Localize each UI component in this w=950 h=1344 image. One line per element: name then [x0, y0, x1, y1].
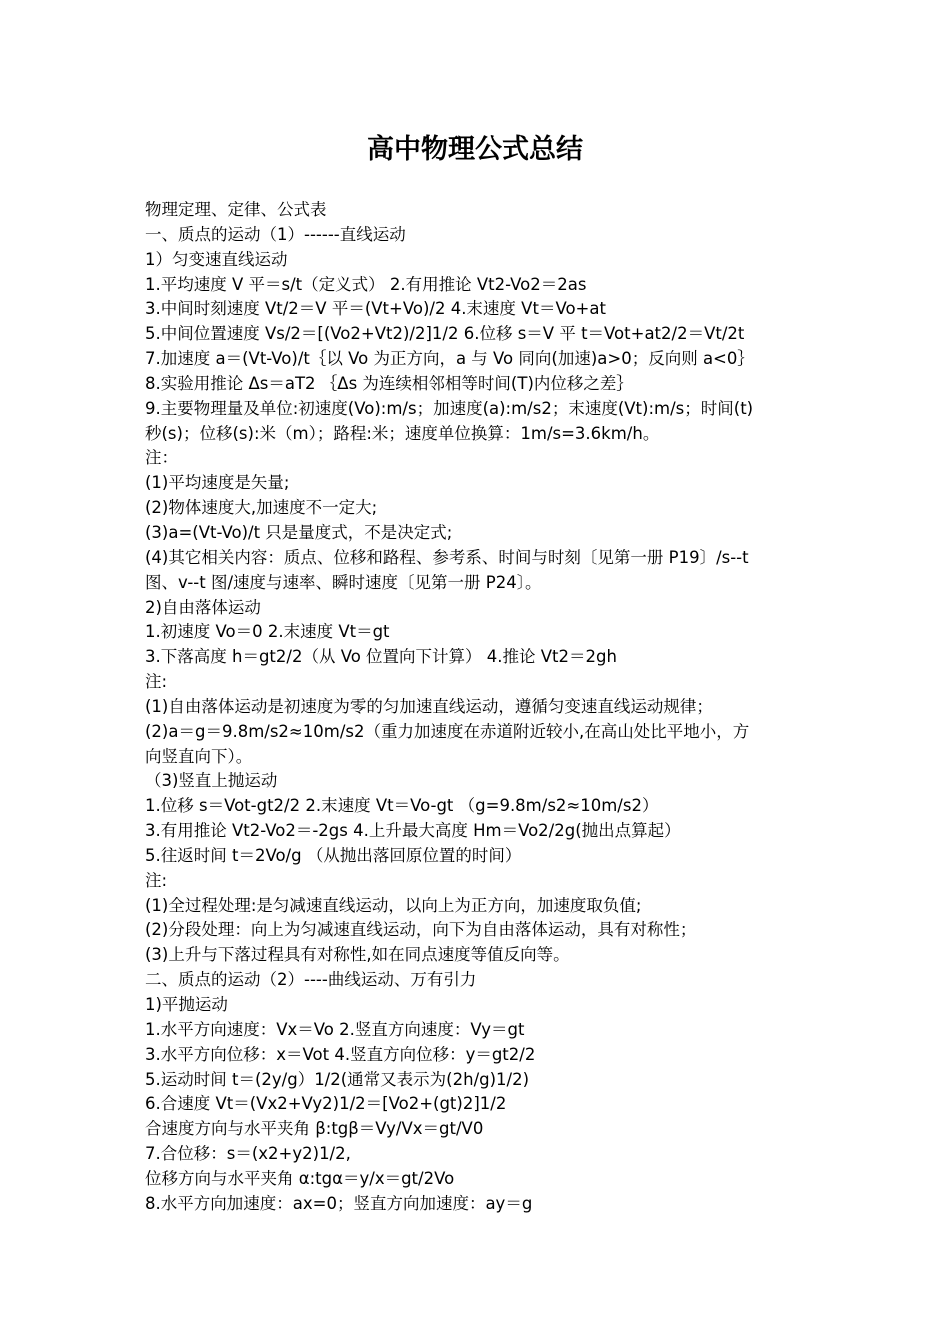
text-line: 9.主要物理量及单位:初速度(Vo):m/s；加速度(a):m/s2；末速度(Vt):m/s；时间(t)	[145, 398, 754, 418]
text-line: 一、质点的运动（1）------直线运动	[145, 224, 406, 244]
text-line: 8.实验用推论 Δs＝aT2 ｛Δs 为连续相邻相等时间(T)内位移之差｝	[145, 373, 633, 393]
text-line: 7.合位移：s＝(x2+y2)1/2,	[145, 1144, 351, 1164]
text-line: 位移方向与水平夹角 α:tgα＝y/x＝gt/2Vo	[145, 1168, 455, 1188]
text-line: 1）匀变速直线运动	[145, 249, 288, 269]
text-line: 1.位移 s＝Vot-gt2/2 2.末速度 Vt＝Vo-gt （g=9.8m/s2≈10m/s2）	[145, 796, 659, 816]
text-line: 6.合速度 Vt＝(Vx2+Vy2)1/2＝[Vo2+(gt)2]1/2	[145, 1094, 507, 1114]
document-body	[145, 198, 815, 1217]
text-line: 图、v--t 图/速度与速率、瞬时速度〔见第一册 P24〕。	[145, 572, 542, 592]
text-line: 注:	[145, 870, 168, 890]
text-line: 8.水平方向加速度：ax=0；竖直方向加速度：ay＝g	[145, 1193, 533, 1213]
text-line: 5.中间位置速度 Vs/2＝[(Vo2+Vt2)/2]1/2 6.位移 s＝V 平 t＝Vot+at2/2＝Vt/2t	[145, 324, 745, 344]
text-line: 1.水平方向速度：Vx＝Vo 2.竖直方向速度：Vy＝gt	[145, 1019, 525, 1039]
text-line: (1)全过程处理:是匀减速直线运动，以向上为正方向，加速度取负值;	[145, 895, 642, 915]
text-line: 向竖直向下）。	[145, 746, 253, 766]
text-line: (2)a＝g＝9.8m/s2≈10m/s2（重力加速度在赤道附近较小,在高山处比平地小，方	[145, 721, 750, 741]
text-line: 合速度方向与水平夹角 β:tgβ＝Vy/Vx＝gt/V0	[145, 1119, 484, 1139]
text-line: 1.平均速度 V 平＝s/t（定义式） 2.有用推论 Vt2-Vo2＝2as	[145, 274, 587, 294]
text-line: 7.加速度 a＝(Vt-Vo)/t｛以 Vo 为正方向，a 与 Vo 同向(加速)a>0；反向则 a<0｝	[145, 349, 754, 369]
document-title: 高中物理公式总结	[367, 134, 583, 165]
text-line: (3)a=(Vt-Vo)/t 只是量度式，不是决定式;	[145, 522, 453, 542]
text-line: 二、质点的运动（2）----曲线运动、万有引力	[145, 970, 477, 990]
text-line: 3.下落高度 h＝gt2/2（从 Vo 位置向下计算） 4.推论 Vt2＝2gh	[145, 647, 617, 667]
text-line: 3.有用推论 Vt2-Vo2＝-2gs 4.上升最大高度 Hm＝Vo2/2g(抛出点算起）	[145, 821, 681, 841]
text-line: 5.往返时间 t＝2Vo/g （从抛出落回原位置的时间）	[145, 845, 522, 865]
text-line: （3)竖直上抛运动	[145, 771, 278, 791]
text-line: 注：	[145, 448, 178, 468]
text-line: (2)分段处理：向上为匀减速直线运动，向下为自由落体运动，具有对称性；	[145, 920, 697, 940]
text-line: 物理定理、定律、公式表	[145, 200, 327, 219]
text-line: (2)物体速度大,加速度不一定大;	[145, 498, 378, 518]
text-line: 1.初速度 Vo＝0 2.末速度 Vt＝gt	[145, 622, 390, 642]
text-line: 3.中间时刻速度 Vt/2＝V 平＝(Vt+Vo)/2 4.末速度 Vt＝Vo+at	[145, 299, 606, 319]
text-line: (1)平均速度是矢量;	[145, 473, 290, 493]
text-line: 3.水平方向位移：x＝Vot 4.竖直方向位移：y＝gt2/2	[145, 1044, 536, 1064]
text-line: 5.运动时间 t＝(2y/g）1/2(通常又表示为(2h/g)1/2)	[145, 1069, 530, 1089]
text-line: 1)平抛运动	[145, 995, 228, 1014]
text-line: (4)其它相关内容：质点、位移和路程、参考系、时间与时刻〔见第一册 P19〕/s--t	[145, 547, 749, 567]
text-line: 秒(s)；位移(s):米（m）；路程:米；速度单位换算：1m/s=3.6km/h。	[145, 423, 660, 443]
text-line: 注:	[145, 672, 168, 692]
text-line: (3)上升与下落过程具有对称性,如在同点速度等值反向等。	[145, 945, 570, 965]
text-line: (1)自由落体运动是初速度为零的匀加速直线运动，遵循匀变速直线运动规律；	[145, 696, 713, 716]
text-line: 2)自由落体运动	[145, 597, 261, 617]
